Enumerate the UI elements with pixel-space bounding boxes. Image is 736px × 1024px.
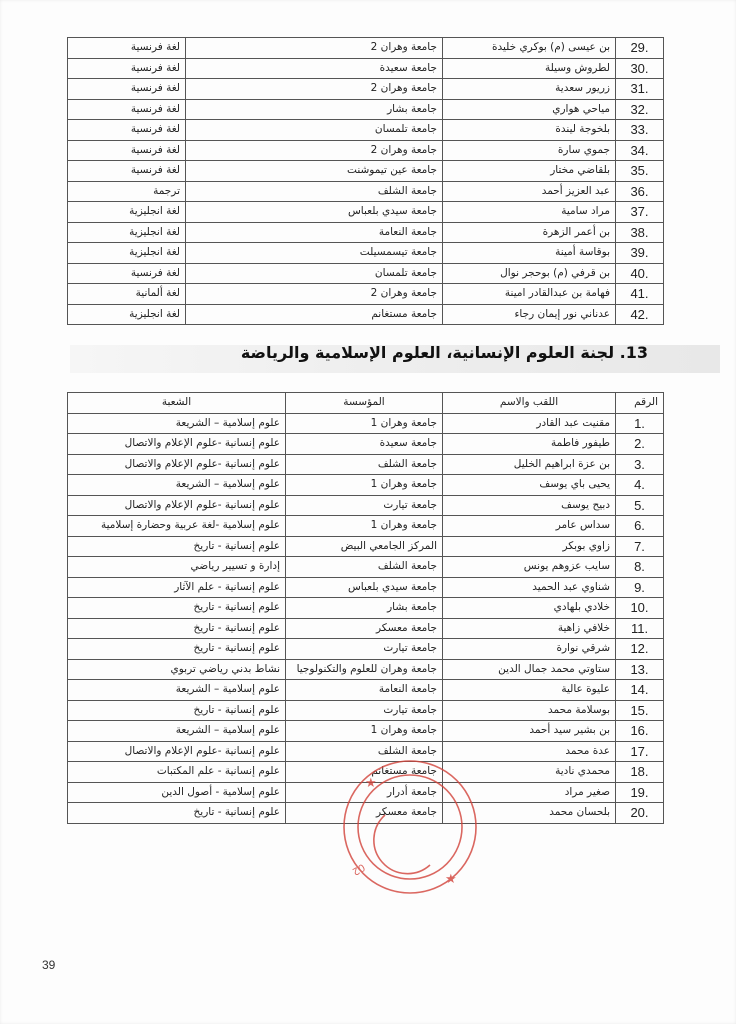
table-row [68,181,664,202]
row-number: .2 [616,434,664,455]
table-row [68,495,664,516]
member-name: شناوي عبد الحميد [443,577,616,598]
specialty: لغة فرنسية [68,38,186,59]
header-specialty: الشعبة [68,393,286,414]
member-name: بلحسان محمد [443,803,616,824]
row-number: .11 [616,618,664,639]
institution: جامعة تيارت [286,639,443,660]
row-number: .3 [616,454,664,475]
institution: جامعة الشلف [286,557,443,578]
row-number: .33 [616,120,664,141]
member-name: بن قرفي (م) بوحجر نوال [443,263,616,284]
table-row [68,222,664,243]
institution: جامعة تلمسان [186,120,443,141]
institution: جامعة وهران للعلوم والتكنولوجيا [286,659,443,680]
table-row [68,243,664,264]
institution: جامعة الشلف [286,741,443,762]
member-name: مياحي هواري [443,99,616,120]
member-name: سداس عامر [443,516,616,537]
member-name: زريور سعدية [443,79,616,100]
table-row [68,475,664,496]
row-number: .37 [616,202,664,223]
table-row [68,284,664,305]
specialty: لغة انجليزية [68,304,186,325]
specialty: لغة فرنسية [68,79,186,100]
specialty: لغة انجليزية [68,243,186,264]
institution: جامعة بشار [286,598,443,619]
member-name: بلقاضي مختار [443,161,616,182]
table-row [68,140,664,161]
specialty: نشاط بدني رياضي تربوي [68,659,286,680]
specialty: لغة فرنسية [68,58,186,79]
institution: جامعة مستغانم [186,304,443,325]
member-name: طيفور فاطمة [443,434,616,455]
table-row [68,263,664,284]
table-header-row [68,393,664,414]
table-row [68,304,664,325]
institution: جامعة وهران 2 [186,38,443,59]
table-row [68,516,664,537]
member-name: عليوة عالية [443,680,616,701]
member-name: بوقاسة أمينة [443,243,616,264]
committee-13-table [67,392,664,824]
specialty: لغة فرنسية [68,263,186,284]
institution: جامعة النعامة [286,680,443,701]
stamp-star-icon: ★ [445,872,457,887]
specialty: علوم إنسانية - تاريخ [68,536,286,557]
member-name: لطروش وسيلة [443,58,616,79]
institution: جامعة عين تيموشنت [186,161,443,182]
member-name: عدناني نور إيمان رجاء [443,304,616,325]
member-name: سايب عزوهم يونس [443,557,616,578]
table-row [68,536,664,557]
specialty: علوم إنسانية -علوم الإعلام والاتصال [68,495,286,516]
specialty: علوم إنسانية -علوم الإعلام والاتصال [68,741,286,762]
header-institution: المؤسسة [286,393,443,414]
institution: جامعة وهران 1 [286,516,443,537]
table-row [68,99,664,120]
specialty: لغة فرنسية [68,120,186,141]
institution: جامعة معسكر [286,803,443,824]
institution: جامعة تيارت [286,700,443,721]
specialty: لغة انجليزية [68,202,186,223]
member-name: عبد العزيز أحمد [443,181,616,202]
specialty: علوم إنسانية - تاريخ [68,639,286,660]
table-row [68,721,664,742]
section-heading: 13. لجنة العلوم الإنسانية، العلوم الإسلامية والرياضة [240,343,648,362]
institution: جامعة تلمسان [186,263,443,284]
specialty: علوم إنسانية -علوم الإعلام والاتصال [68,434,286,455]
row-number: .30 [616,58,664,79]
row-number: .6 [616,516,664,537]
institution: جامعة سعيدة [286,434,443,455]
row-number: .20 [616,803,664,824]
specialty: علوم إنسانية - تاريخ [68,803,286,824]
row-number: .36 [616,181,664,202]
member-name: عدة محمد [443,741,616,762]
row-number: .17 [616,741,664,762]
table-row [68,762,664,783]
specialty: إدارة و تسيير رياضي [68,557,286,578]
table-row [68,120,664,141]
member-name: بلخوجة ليندة [443,120,616,141]
specialty: علوم إنسانية - تاريخ [68,700,286,721]
specialty: علوم إسلامية – الشريعة [68,680,286,701]
institution: المركز الجامعي البيض [286,536,443,557]
table-row [68,38,664,59]
row-number: .1 [616,413,664,434]
institution: جامعة وهران 2 [186,140,443,161]
table-row [68,803,664,824]
member-name: مراد سامية [443,202,616,223]
specialty: علوم إنسانية - علم الآثار [68,577,286,598]
table-row [68,79,664,100]
table-row [68,434,664,455]
specialty: ترجمة [68,181,186,202]
institution: جامعة سعيدة [186,58,443,79]
row-number: .16 [616,721,664,742]
table-row [68,557,664,578]
specialty: علوم إنسانية - تاريخ [68,598,286,619]
specialty: علوم إسلامية - أصول الدين [68,782,286,803]
row-number: .15 [616,700,664,721]
member-name: صغير مراد [443,782,616,803]
institution: جامعة وهران 2 [186,79,443,100]
row-number: .42 [616,304,664,325]
header-name: اللقب والاسم [443,393,616,414]
stamp-star-icon: ★ [365,776,377,791]
institution: جامعة أدرار [286,782,443,803]
table-row [68,700,664,721]
row-number: .29 [616,38,664,59]
table-row [68,454,664,475]
institution: جامعة سيدي بلعباس [186,202,443,223]
header-number: الرقم [616,393,664,414]
institution: جامعة تيسمسيلت [186,243,443,264]
table-row [68,680,664,701]
row-number: .8 [616,557,664,578]
row-number: .31 [616,79,664,100]
specialty: لغة ألمانية [68,284,186,305]
table-row [68,58,664,79]
stamp-number: 02 [349,860,367,877]
table-row [68,577,664,598]
table-row [68,413,664,434]
institution: جامعة النعامة [186,222,443,243]
member-name: دبيح يوسف [443,495,616,516]
specialty: علوم إنسانية - تاريخ [68,618,286,639]
row-number: .18 [616,762,664,783]
page-number: 39 [42,958,56,972]
table-row [68,741,664,762]
specialty: علوم إسلامية – الشريعة [68,721,286,742]
row-number: .40 [616,263,664,284]
member-name: زاوي بوبكر [443,536,616,557]
row-number: .9 [616,577,664,598]
member-name: بن بشير سيد أحمد [443,721,616,742]
row-number: .10 [616,598,664,619]
member-name: شرقي نوارة [443,639,616,660]
row-number: .13 [616,659,664,680]
institution: جامعة معسكر [286,618,443,639]
stamp-crescent [374,815,430,874]
row-number: .14 [616,680,664,701]
table-row [68,598,664,619]
member-name: محمدي نادية [443,762,616,783]
member-name: فهامة بن عبدالقادر امينة [443,284,616,305]
specialty: علوم إنسانية - علم المكتبات [68,762,286,783]
member-name: يحيى باي يوسف [443,475,616,496]
row-number: .19 [616,782,664,803]
row-number: .4 [616,475,664,496]
institution: جامعة وهران 1 [286,721,443,742]
institution: جامعة بشار [186,99,443,120]
table-row [68,659,664,680]
table-row [68,618,664,639]
row-number: .34 [616,140,664,161]
specialty: علوم إسلامية – الشريعة [68,413,286,434]
specialty: لغة انجليزية [68,222,186,243]
row-number: .12 [616,639,664,660]
specialty: علوم إنسانية -علوم الإعلام والاتصال [68,454,286,475]
row-number: .7 [616,536,664,557]
member-name: بن عزة ابراهيم الخليل [443,454,616,475]
members-table-continued [67,37,664,325]
row-number: .35 [616,161,664,182]
institution: جامعة وهران 1 [286,475,443,496]
specialty: لغة فرنسية [68,140,186,161]
institution: جامعة مستغانم [286,762,443,783]
specialty: علوم إسلامية -لغة عربية وحضارة إسلامية [68,516,286,537]
member-name: بن عيسى (م) بوكري خليدة [443,38,616,59]
member-name: خلادي بلهادي [443,598,616,619]
specialty: علوم إسلامية – الشريعة [68,475,286,496]
table-row [68,639,664,660]
member-name: ستاوتي محمد جمال الدين [443,659,616,680]
institution: جامعة الشلف [286,454,443,475]
row-number: .32 [616,99,664,120]
row-number: .5 [616,495,664,516]
table-row [68,202,664,223]
institution: جامعة تيارت [286,495,443,516]
member-name: مقنيت عبد القادر [443,413,616,434]
row-number: .38 [616,222,664,243]
institution: جامعة وهران 2 [186,284,443,305]
member-name: بن أعمر الزهرة [443,222,616,243]
institution: جامعة الشلف [186,181,443,202]
specialty: لغة فرنسية [68,161,186,182]
row-number: .39 [616,243,664,264]
member-name: بوسلامة محمد [443,700,616,721]
table-row [68,161,664,182]
table-row [68,782,664,803]
specialty: لغة فرنسية [68,99,186,120]
institution: جامعة سيدي بلعباس [286,577,443,598]
institution: جامعة وهران 1 [286,413,443,434]
member-name: جموي سارة [443,140,616,161]
row-number: .41 [616,284,664,305]
member-name: خلافي زاهية [443,618,616,639]
